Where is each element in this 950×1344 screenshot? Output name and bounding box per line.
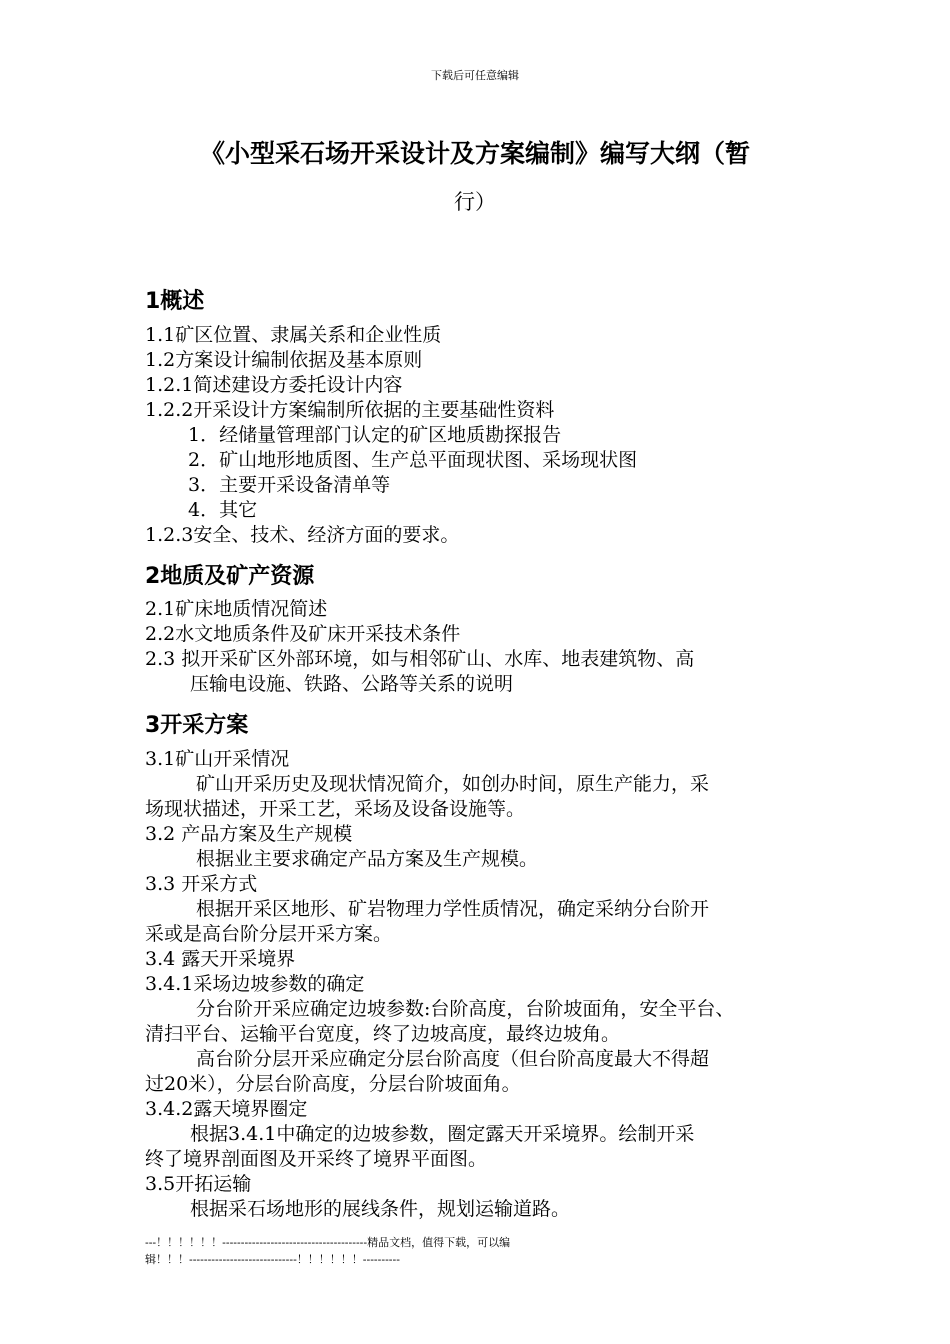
paragraph-line: 终了境界剖面图及开采终了境界平面图。 — [145, 1148, 488, 1170]
outline-item: 1.1矿区位置、隶属关系和企业性质 — [145, 324, 442, 346]
paragraph-line: 根据3.4.1中确定的边坡参数，圈定露天开采境界。绘制开采 — [190, 1123, 695, 1145]
outline-subitem: 2．矿山地形地质图、生产总平面现状图、采场现状图 — [188, 449, 638, 471]
document-title: 《小型采石场开采设计及方案编制》编写大纲（暂 — [199, 139, 750, 168]
outline-subitem: 4．其它 — [188, 499, 258, 521]
page-header: 下载后可任意编辑 — [431, 69, 519, 82]
outline-item: 3.3 开采方式 — [145, 873, 258, 895]
page-footer-line-2: 辑！！！-----------------------------！！！！！！---------- — [145, 1253, 400, 1266]
outline-item: 1.2.2开采设计方案编制所依据的主要基础性资料 — [145, 399, 555, 421]
outline-item: 3.4 露天开采境界 — [145, 948, 296, 970]
outline-item: 3.4.1采场边坡参数的确定 — [145, 973, 365, 995]
paragraph-line: 高台阶分层开采应确定分层台阶高度（但台阶高度最大不得超 — [196, 1048, 710, 1070]
paragraph-line: 根据业主要求确定产品方案及生产规模。 — [196, 848, 539, 870]
outline-item: 2.1矿床地质情况简述 — [145, 598, 328, 620]
document-title-continued: 行） — [454, 190, 496, 214]
outline-item: 1.2.3安全、技术、经济方面的要求。 — [145, 524, 460, 546]
outline-subitem: 1．经储量管理部门认定的矿区地质勘探报告 — [188, 424, 562, 446]
paragraph-line: 根据开采区地形、矿岩物理力学性质情况，确定采纳分台阶开 — [196, 898, 710, 920]
outline-item: 3.2 产品方案及生产规模 — [145, 823, 353, 845]
outline-item: 3.4.2露天境界圈定 — [145, 1098, 308, 1120]
outline-item: 1.2.1简述建设方委托设计内容 — [145, 374, 403, 396]
paragraph-line: 场现状描述，开采工艺，采场及设备设施等。 — [145, 798, 526, 820]
outline-subitem: 3．主要开采设备清单等 — [188, 474, 391, 496]
paragraph-line: 分台阶开采应确定边坡参数:台阶高度，台阶坡面角，安全平台、 — [196, 998, 735, 1020]
page-footer-line-1: ---！！！！！！---------------------------------------精品文档，值得下载，可以编 — [145, 1236, 511, 1249]
paragraph-line: 矿山开采历史及现状情况简介，如创办时间，原生产能力，采 — [196, 773, 710, 795]
outline-item: 2.3 拟开采矿区外部环境，如与相邻矿山、水库、地表建筑物、高 — [145, 648, 695, 670]
section-heading-2: 2地质及矿产资源 — [145, 564, 315, 589]
paragraph-line: 根据采石场地形的展线条件，规划运输道路。 — [190, 1198, 571, 1220]
paragraph-line: 清扫平台、运输平台宽度，终了边坡高度，最终边坡角。 — [145, 1023, 621, 1045]
paragraph-line: 过20米），分层台阶高度，分层台阶坡面角。 — [145, 1073, 521, 1095]
section-heading-3: 3开采方案 — [145, 713, 249, 738]
outline-item: 2.2水文地质条件及矿床开采技术条件 — [145, 623, 461, 645]
paragraph-line: 采或是高台阶分层开采方案。 — [145, 923, 393, 945]
outline-item: 3.5开拓运输 — [145, 1173, 252, 1195]
outline-item: 1.2方案设计编制依据及基本原则 — [145, 349, 423, 371]
outline-item-continued: 压输电设施、铁路、公路等关系的说明 — [190, 673, 514, 695]
outline-item: 3.1矿山开采情况 — [145, 748, 290, 770]
section-heading-1: 1概述 — [145, 289, 205, 314]
